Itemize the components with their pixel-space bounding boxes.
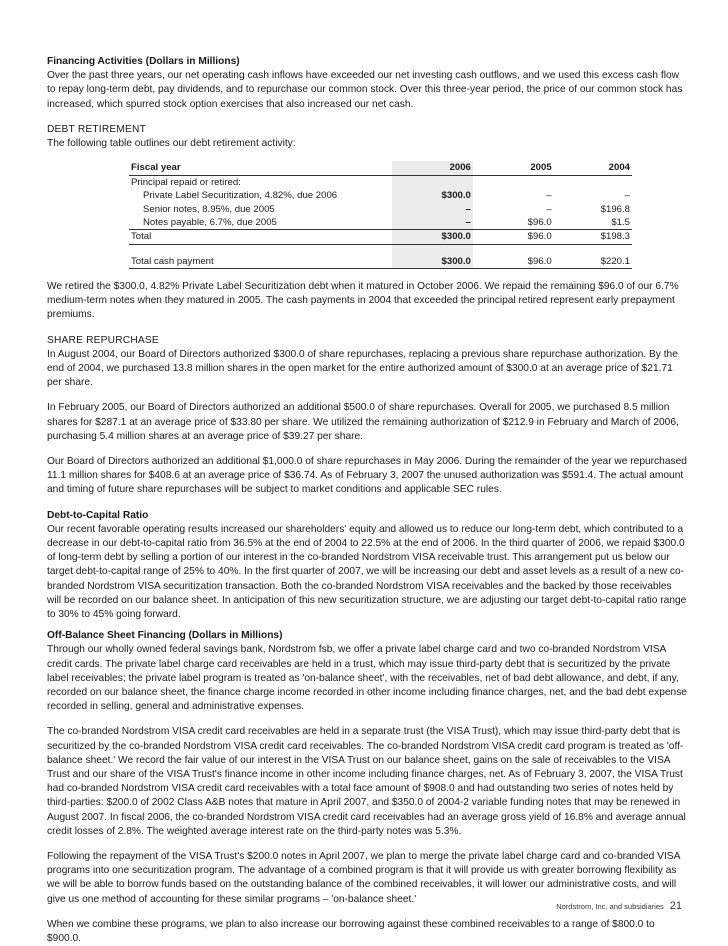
cash-2005: $96.0 (473, 255, 554, 269)
cell-2006: $300.0 (392, 189, 473, 202)
cell-2004: – (624, 190, 630, 202)
debt-retirement-heading: DEBT RETIREMENT (47, 123, 147, 135)
off-balance-heading: Off-Balance Sheet Financing (Dollars in Millions) (47, 630, 283, 642)
debt-retirement-intro: The following table outlines our debt retirement activity: (47, 138, 296, 150)
table-row (129, 202, 632, 215)
off-balance-paragraph: Through our wholly owned federal savings bank, Nordstrom fsb, we offer a private label charge card and two co-branded Nordstrom VISA credit cards. The private label charge card receivables are held in a trust, which may issue third-party debt that is securitized by the private label receivables; the private label program is treated as 'on-balance sheet', with the receivables, net of bad debt allowance, and debt, if any, recorded on our balance sheet, the finance charge income recorded in other income including finance charges, net, and the bad debt expense recorded in selling, general and administrative expenses. (47, 644, 687, 713)
off-balance-paragraph: When we combine these programs, we plan to also increase our borrowing against these combined receivables to a range of $800.0 to $900.0. (47, 918, 655, 945)
cell-2005: – (546, 203, 552, 215)
cell-2005: – (546, 190, 552, 202)
table-row (129, 189, 632, 202)
off-balance-paragraph: The co-branded Nordstrom VISA credit card receivables are held in a separate trust (the VISA Trust), which may issue third-party debt that is securitized by the co-branded Nordstrom VISA credit card receivables. The co-branded Nordstrom VISA credit card program is treated as 'off-balance sheet.' We record the fair value of our interest in the VISA Trust on our balance sheet, gains on the sale of receivables to the VISA Trust and our share of the VISA Trust's finance income in other income including finance charges, net. As of February 3, 2007, the VISA Trust had co-branded Nordstrom VISA credit card receivables with a total face amount of $908.0 and had outstanding two series of notes held by third-parties: $200.0 of 2002 Class A&B notes that mature in April 2007, and $350.0 of 2004-2 variable funding notes that may be renewed in August 2007. In fiscal 2006, the co-branded Nordstrom VISA credit card receivables had an average gross yield of 16.8% and average annual credit losses of 2.8%. The weighted average interest rate on the third-party notes was 5.3%. (47, 726, 686, 837)
share-repurchase-heading: SHARE REPURCHASE (47, 334, 159, 346)
table-header-row (129, 161, 632, 175)
section-label: Principal repaid or retired: (131, 176, 241, 188)
row-label: Private Label Securitization, 4.82%, due 2006 (143, 190, 338, 202)
financing-heading: Financing Activities (Dollars in Millions) (47, 56, 240, 67)
cell-2006: – (392, 202, 473, 215)
page-number: 21 (669, 900, 682, 912)
cash-2006: $300.0 (392, 255, 473, 269)
share-repurchase-paragraph: Our Board of Directors authorized an additional $1,000.0 of share repurchases in May 2006. During the remainder of the year we repurchased 11.1 million shares for $408.6 at an average price of $36.74. As of February 3, 2007 the unused authorization was $591.4. The actual amount and timing of future share repurchases will be subject to market conditions and applicable SEC rules. (47, 455, 687, 496)
share-repurchase-paragraph: In February 2005, our Board of Directors authorized an additional $500.0 of share repurchases. Overall for 2005, we purchased 8.5 million shares for $287.1 at an average price of $33.80 per share. We utilized the remaining authorization of $212.9 in February and March of 2006, purchasing 5.4 million shares at an average price of $39.27 per share. (47, 402, 679, 442)
table-total-row (129, 230, 632, 244)
share-repurchase-paragraph: In August 2004, our Board of Directors authorized $300.0 of share repurchases, replacing a previous share repurchase authorization. By the end of 2004, we purchased 13.8 million shares in the open market for the entire authorized amount of $300.0 at an average price of $21.71 per share. (47, 348, 678, 389)
debt-retirement-note: We retired the $300.0, 4.82% Private Label Securitization debt when it matured in October 2006. We repaid the remaining $96.0 of our 6.7% medium-term notes when they matured in 2005. The cash payments in 2004 that exceeded the principal retired represent early prepayment premiums. (47, 280, 679, 321)
header-fiscal-year: Fiscal year (129, 161, 392, 175)
total-2006: $300.0 (392, 230, 473, 244)
header-2005: 2005 (473, 161, 554, 175)
total-label: Total (129, 230, 392, 244)
debt-to-capital-heading: Debt-to-Capital Ratio (47, 509, 149, 521)
cash-2004: $220.1 (554, 255, 632, 269)
total-2004: $198.3 (554, 230, 632, 244)
debt-retirement-table (129, 161, 632, 269)
table-cash-row (129, 255, 632, 269)
cell-2004: $196.8 (600, 203, 630, 215)
header-2004: 2004 (554, 161, 632, 175)
table-row (129, 216, 632, 230)
off-balance-paragraph: Following the repayment of the VISA Trust's $200.0 notes in April 2007, we plan to merge the private label charge card and co-branded VISA programs into one securitization program. The advantage of a combined program is that it will provide us with greater borrowing flexibility as we will be able to borrow funds based on the outstanding balance of the combined receivables, it will lower our administrative costs, and will give us one method of accounting for these similar programs – 'on-balance sheet.' (47, 851, 680, 905)
header-2006: 2006 (392, 161, 473, 175)
row-label: Notes payable, 6.7%, due 2005 (143, 216, 277, 228)
page-content (47, 55, 687, 946)
row-label: Senior notes, 8.95%, due 2005 (143, 203, 275, 215)
page-footer (556, 900, 682, 912)
debt-to-capital-text: Our recent favorable operating results increased our shareholders' equity and allowed us to reduce our long-term debt, which contributed to a decrease in our debt-to-capital ratio from 36.5% at the end of 2004 to 22.5% at the end of 2006. In the third quarter of 2006, we repaid $300.0 of long-term debt by selling a portion of our interest in the co-branded Nordstrom VISA receivable trust. This arrangement put us below our target debt-to-capital range of 25% to 40%. In the first quarter of 2007, we will be increasing our debt and asset levels as a result of a new co-branded Nordstrom VISA securitization transaction. Both the co-branded Nordstrom VISA receivables and the backed by those receivables will be recorded on our balance sheet. In anticipation of this new securitization structure, we are adjusting our target debt-to-capital ratio range to 30% to 45% going forward. (47, 523, 687, 621)
cell-2004: $1.5 (611, 216, 630, 228)
table-section-row (129, 175, 632, 189)
footer-company: Nordstrom, Inc. and subsidiaries (556, 902, 664, 911)
cash-label: Total cash payment (129, 255, 392, 269)
total-2005: $96.0 (473, 230, 554, 244)
cell-2005: $96.0 (527, 216, 552, 228)
cell-2006: – (392, 216, 473, 230)
financing-text: Over the past three years, our net operating cash inflows have exceeded our net investing cash outflows, and we used this excess cash flow to repay long-term debt, pay dividends, and to repurchase our common stock. Over this three-year period, the price of our common stock has increased, which spurred stock option exercises that also increased our net cash. (47, 70, 683, 110)
